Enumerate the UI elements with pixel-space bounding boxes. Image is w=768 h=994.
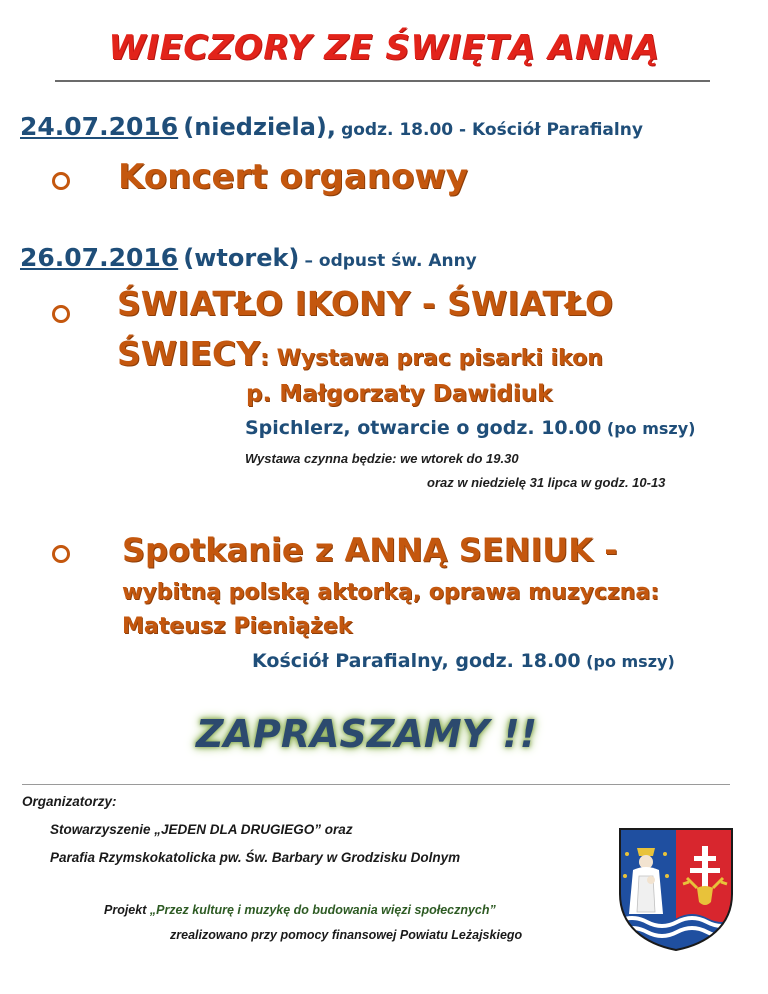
exhibition-title-line1: ŚWIATŁO IKONY - ŚWIATŁO (117, 284, 614, 323)
project-title: „Przez kulturę i muzykę do budowania więzi społecznych” (149, 903, 496, 917)
meeting-title-line1: Spotkanie z ANNĄ SENIUK - (122, 531, 618, 569)
exhibition-artist: p. Małgorzaty Dawidiuk (246, 381, 553, 407)
project-line (104, 903, 496, 917)
event1-day: (niedziela), (183, 113, 336, 141)
event1-header (20, 112, 643, 141)
title-divider (55, 80, 710, 82)
event1-date: 24.07.2016 (20, 112, 179, 141)
meeting-place-main: Kościół Parafialny, godz. 18.00 (252, 650, 581, 672)
exhibition-place (245, 417, 695, 439)
event1-details: godz. 18.00 - Kościół Parafialny (341, 120, 643, 140)
invitation-banner: ZAPRASZAMY !! (196, 712, 538, 756)
meeting-title-line2: wybitną polską aktorką, oprawa muzyczna: (122, 580, 659, 605)
event2-header (20, 243, 477, 272)
event2-details: – odpust św. Anny (304, 251, 477, 271)
meeting-musician: Mateusz Pieniążek (122, 614, 353, 639)
project-prefix: Projekt (104, 903, 150, 917)
exhibition-title-word: ŚWIECY (117, 334, 261, 373)
bullet-icon (52, 545, 70, 563)
organizer-1: Stowarzyszenie „JEDEN DLA DRUGIEGO” oraz (50, 822, 353, 837)
exhibition-subtitle: : Wystawa prac pisarki ikon (260, 346, 603, 371)
meeting-place (252, 650, 675, 672)
exhibition-place-note: (po mszy) (601, 419, 696, 438)
bullet-icon (52, 172, 70, 190)
organizer-2: Parafia Rzymskokatolicka pw. Św. Barbary w Grodzisku Dolnym (50, 850, 461, 865)
event2-day: (wtorek) (183, 244, 300, 272)
exhibition-hours-2: oraz w niedzielę 31 lipca w godz. 10-13 (427, 475, 666, 490)
organizers-label: Organizatorzy: (22, 794, 117, 809)
footer-divider (22, 784, 730, 785)
meeting-place-note: (po mszy) (580, 652, 675, 671)
bullet-icon (52, 305, 70, 323)
event1-item: Koncert organowy (118, 157, 468, 197)
exhibition-place-main: Spichlerz, otwarcie o godz. 10.00 (245, 417, 602, 439)
page-title: WIECZORY ZE ŚWIĘTĄ ANNĄ (108, 28, 660, 68)
event2-date: 26.07.2016 (20, 243, 179, 272)
exhibition-title-line2 (117, 334, 603, 373)
coat-of-arms-icon (617, 826, 735, 952)
exhibition-hours-1: Wystawa czynna będzie: we wtorek do 19.30 (245, 451, 519, 466)
funding-line: zrealizowano przy pomocy finansowej Powiatu Leżajskiego (170, 928, 523, 942)
